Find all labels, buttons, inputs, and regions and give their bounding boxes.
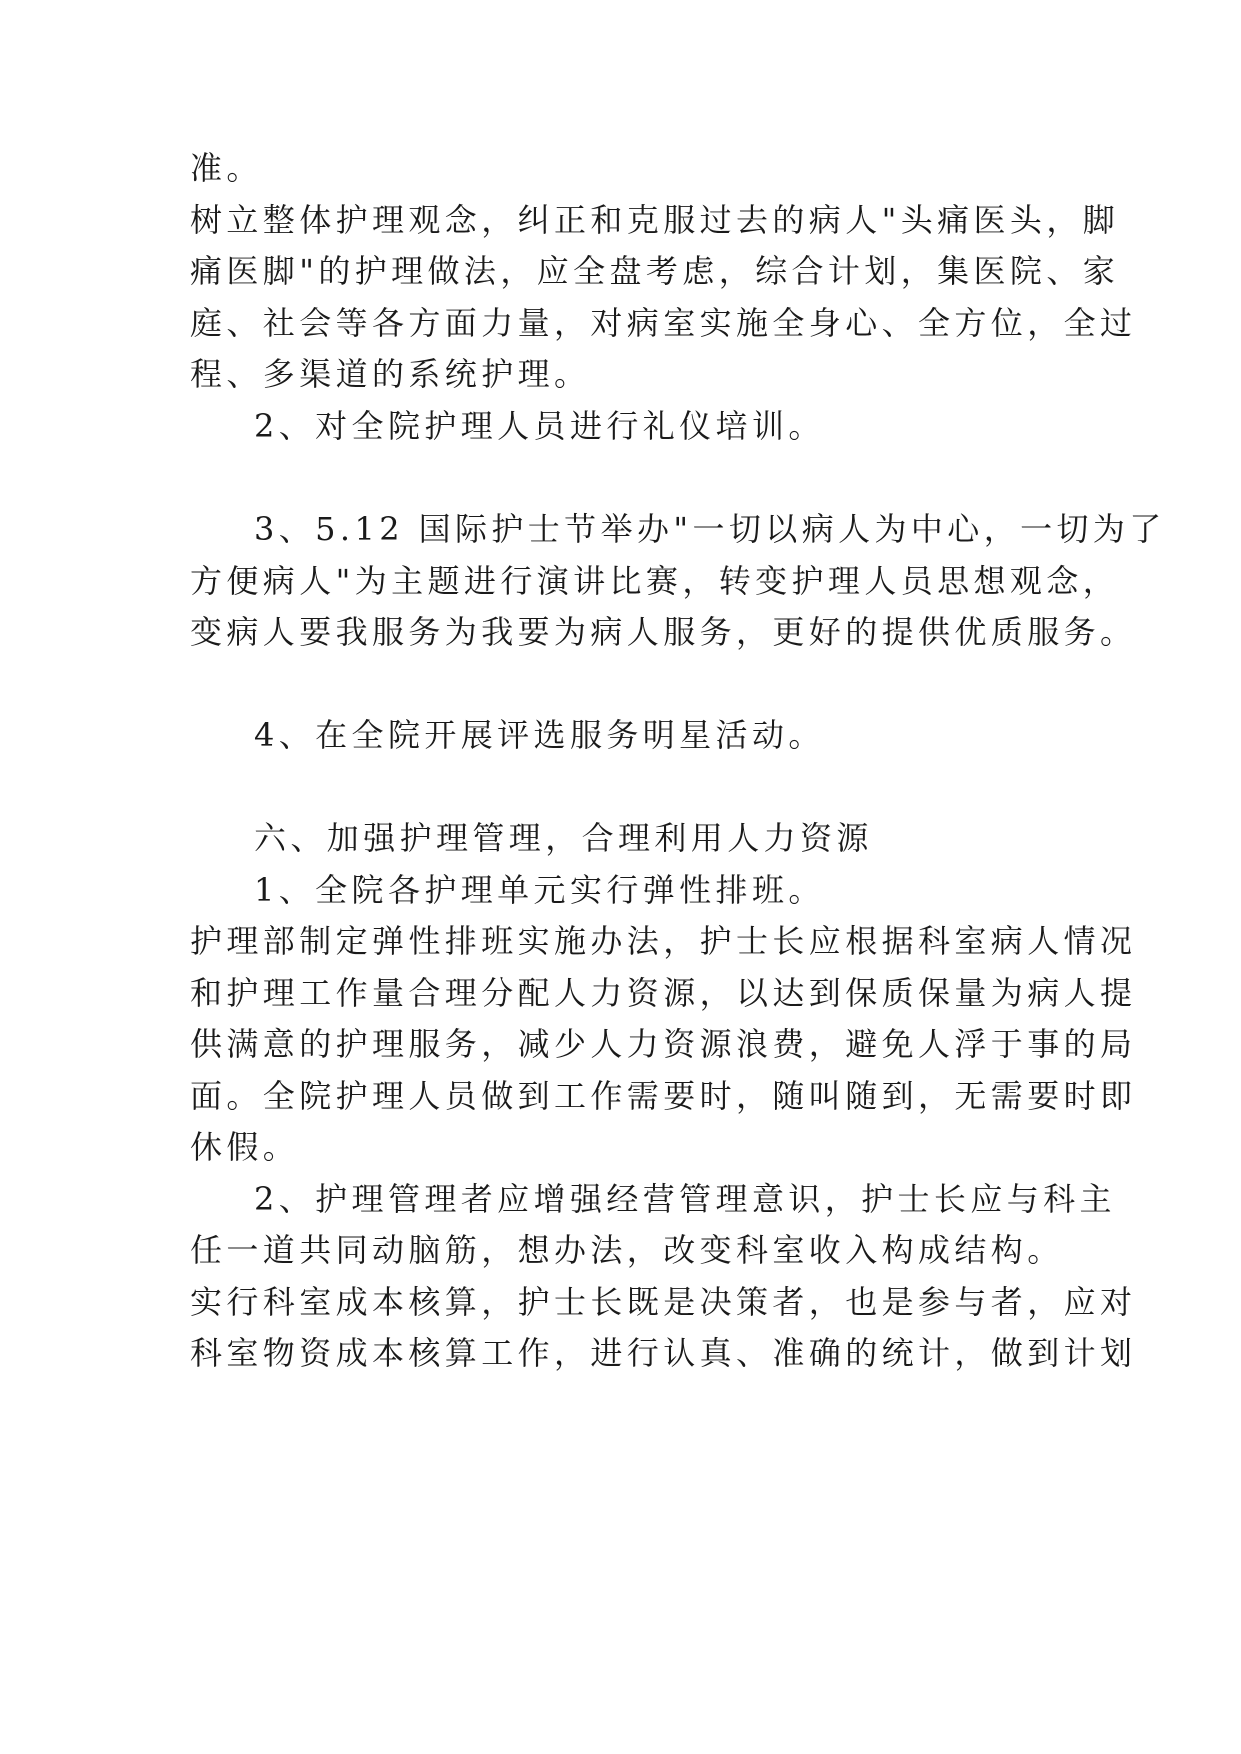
text-line: 树立整体护理观念，纠正和克服过去的病人"头痛医头，脚 bbox=[190, 201, 1120, 239]
section-heading: 六、加强护理管理，合理利用人力资源 bbox=[254, 819, 873, 857]
text-line: 面。全院护理人员做到工作需要时，随叫随到，无需要时即 bbox=[190, 1077, 1137, 1115]
text-line: 实行科室成本核算，护士长既是决策者，也是参与者，应对 bbox=[190, 1283, 1137, 1321]
text-line: 方便病人"为主题进行演讲比赛，转变护理人员思想观念， bbox=[190, 562, 1120, 600]
text-line: 程、多渠道的系统护理。 bbox=[190, 355, 591, 393]
list-item-2: 2、对全院护理人员进行礼仪培训。 bbox=[254, 407, 825, 445]
list-item-2: 2、护理管理者应增强经营管理意识，护士长应与科主 bbox=[254, 1180, 1116, 1218]
text-line: 任一道共同动脑筋，想办法，改变科室收入构成结构。 bbox=[190, 1231, 1064, 1269]
list-item-1: 1、全院各护理单元实行弹性排班。 bbox=[254, 871, 825, 909]
text-line: 准。 bbox=[190, 149, 263, 187]
text-line: 痛医脚"的护理做法，应全盘考虑，综合计划，集医院、家 bbox=[190, 252, 1120, 290]
text-line: 庭、社会等各方面力量，对病室实施全身心、全方位，全过 bbox=[190, 304, 1137, 342]
text-line: 护理部制定弹性排班实施办法，护士长应根据科室病人情况 bbox=[190, 922, 1137, 960]
text-line: 科室物资成本核算工作，进行认真、准确的统计，做到计划 bbox=[190, 1334, 1137, 1372]
text-line: 变病人要我服务为我要为病人服务，更好的提供优质服务。 bbox=[190, 613, 1137, 651]
text-line: 休假。 bbox=[190, 1128, 300, 1166]
text-line: 供满意的护理服务，减少人力资源浪费，避免人浮于事的局 bbox=[190, 1025, 1137, 1063]
list-item-4: 4、在全院开展评选服务明星活动。 bbox=[254, 716, 825, 754]
text-line: 和护理工作量合理分配人力资源，以达到保质保量为病人提 bbox=[190, 974, 1137, 1012]
list-item-3: 3、5.12 国际护士节举办"一切以病人为中心，一切为了 bbox=[254, 510, 1166, 548]
